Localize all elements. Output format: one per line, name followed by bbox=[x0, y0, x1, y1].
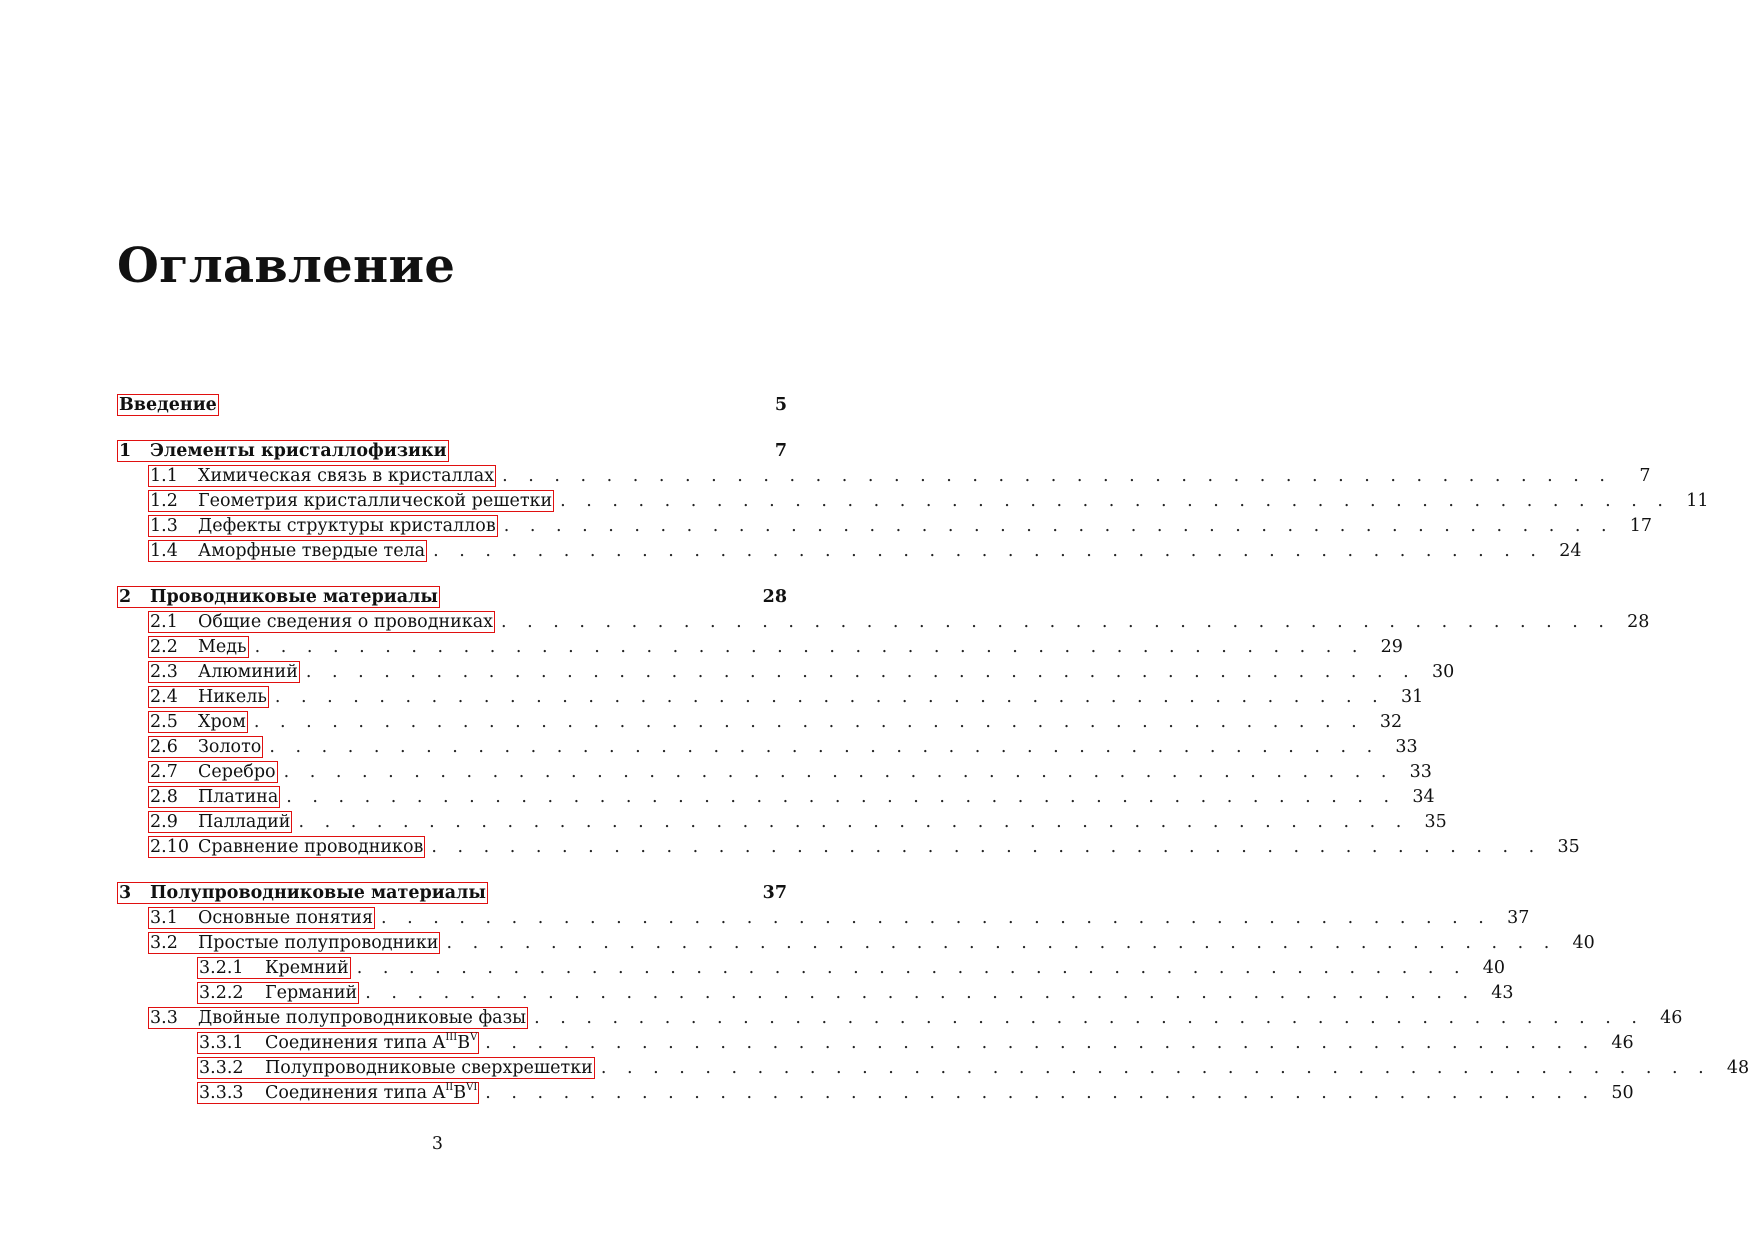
toc-entry-title: Двойные полупроводниковые фазы bbox=[198, 1008, 527, 1028]
toc-entry-page: 30 bbox=[1431, 662, 1455, 682]
toc-entry-section-3-3 bbox=[117, 1006, 1683, 1031]
toc-entry-title: Золото bbox=[198, 737, 262, 757]
toc-entry-section-3-2 bbox=[117, 931, 1595, 956]
toc-link-section-1-3[interactable] bbox=[148, 515, 498, 537]
toc-entry-number: 2.3 bbox=[150, 662, 178, 682]
toc-entry-page: 32 bbox=[1379, 712, 1403, 732]
dot-leader: . . . . . . . . . . . . . . . . . . . . . . . . . . . . . . . . . . . . . . . . . . . bbox=[485, 1033, 1596, 1053]
dot-leader: . . . . . . . . . . . . . . . . . . . . . . . . . . . . . . . . . . . . . . . . . . . bbox=[298, 812, 1409, 832]
toc-entry-page: 48 bbox=[1726, 1058, 1749, 1078]
toc-entry-number: 2.2 bbox=[150, 637, 178, 657]
toc-link-section-1-1[interactable] bbox=[148, 465, 496, 487]
toc-entry-introduction bbox=[117, 393, 787, 418]
toc-entry-page: 7 bbox=[1639, 466, 1651, 486]
toc-entry-number: 3 bbox=[119, 883, 132, 903]
toc-entry-subsection-3-3-3 bbox=[117, 1081, 1634, 1106]
toc-entry-title: Введение bbox=[119, 395, 217, 415]
toc-entry-number: 3.3.1 bbox=[199, 1033, 244, 1053]
toc-entry-title: Алюминий bbox=[198, 662, 298, 682]
superscript: VI bbox=[466, 1082, 478, 1094]
toc-entry-subsection-3-3-2 bbox=[117, 1056, 1749, 1081]
dot-leader: . . . . . . . . . . . . . . . . . . . . . . . . . . . . . . . . . . . . . . . . . . . bbox=[286, 787, 1397, 807]
toc-entry-page: 28 bbox=[1627, 612, 1650, 632]
toc-entry-page: 28 bbox=[762, 587, 787, 607]
toc-entry-section-2-10 bbox=[117, 835, 1580, 860]
toc-entry-page: 50 bbox=[1611, 1083, 1634, 1103]
superscript: II bbox=[445, 1082, 454, 1094]
toc-entry-page: 37 bbox=[762, 883, 787, 903]
toc-entry-page: 33 bbox=[1409, 762, 1432, 782]
toc-entry-number: 2 bbox=[119, 587, 132, 607]
toc-link-section-2-8[interactable] bbox=[148, 786, 280, 808]
dot-leader: . . . . . . . . . . . . . . . . . . . . . . . . . . . . . . . . . . . . . . . . . . . bbox=[365, 983, 1476, 1003]
toc-link-subsection-3-3-2[interactable] bbox=[197, 1057, 595, 1079]
toc-entry-title: Германий bbox=[265, 983, 358, 1003]
toc-entry-number: 3.3 bbox=[150, 1008, 178, 1028]
toc-entry-section-1-1 bbox=[117, 464, 1651, 489]
toc-entry-title-letter: B bbox=[453, 1083, 467, 1103]
toc-entry-title-text: Соединения типа A bbox=[265, 1033, 446, 1053]
toc-entry-page: 24 bbox=[1559, 541, 1582, 561]
toc-link-section-2-7[interactable] bbox=[148, 761, 278, 783]
toc-entry-title: Серебро bbox=[198, 762, 276, 782]
toc-entry-title: Полупроводниковые материалы bbox=[150, 883, 486, 903]
toc-entry-section-2-7 bbox=[117, 760, 1432, 785]
toc-entry-title: Элементы кристаллофизики bbox=[150, 441, 447, 461]
superscript: III bbox=[445, 1032, 458, 1044]
dot-leader: . . . . . . . . . . . . . . . . . . . . . . . . . . . . . . . . . . . . . . . . . . . bbox=[502, 466, 1613, 486]
toc-entry-title bbox=[265, 1083, 477, 1103]
toc-entry-section-2-3 bbox=[117, 660, 1455, 685]
toc-entry-page: 37 bbox=[1507, 908, 1530, 928]
toc-entry-title: Хром bbox=[198, 712, 246, 732]
toc-entry-chapter-1 bbox=[117, 439, 787, 464]
dot-leader: . . . . . . . . . . . . . . . . . . . . . . . . . . . . . . . . . . . . . . . . . . . bbox=[254, 637, 1365, 657]
toc-entry-title: Геометрия кристаллической решетки bbox=[198, 491, 553, 511]
toc-entry-title: Аморфные твердые тела bbox=[198, 541, 426, 561]
toc-entry-number: 3.1 bbox=[150, 908, 178, 928]
toc-entry-page: 29 bbox=[1380, 637, 1403, 657]
toc-entry-section-1-3 bbox=[117, 514, 1653, 539]
toc-entry-title: Дефекты структуры кристаллов bbox=[198, 516, 496, 536]
dot-leader: . . . . . . . . . . . . . . . . . . . . . . . . . . . . . . . . . . . . . . . . . . . bbox=[305, 662, 1417, 682]
toc-link-subsection-3-2-2[interactable] bbox=[197, 982, 359, 1004]
dot-leader: . . . . . . . . . . . . . . . . . . . . . . . . . . . . . . . . . . . . . . . . . . . bbox=[283, 762, 1394, 782]
dot-leader: . . . . . . . . . . . . . . . . . . . . . . . . . . . . . . . . . . . . . . . . . . . bbox=[356, 958, 1468, 978]
toc-link-section-2-3[interactable] bbox=[148, 661, 300, 683]
toc-entry-number: 3.3.3 bbox=[199, 1083, 244, 1103]
toc-link-section-2-4[interactable] bbox=[148, 686, 269, 708]
toc-entry-section-2-5 bbox=[117, 710, 1403, 735]
toc-link-section-1-4[interactable] bbox=[148, 540, 427, 562]
toc-entry-section-1-2 bbox=[117, 489, 1709, 514]
toc-entry-number: 3.2.2 bbox=[199, 983, 244, 1003]
dot-leader: . . . . . . . . . . . . . . . . . . . . . . . . . . . . . . . . . . . . . . . . . . . bbox=[446, 933, 1557, 953]
toc-link-section-2-6[interactable] bbox=[148, 736, 263, 758]
toc-entry-page: 46 bbox=[1611, 1033, 1634, 1053]
dot-leader: . . . . . . . . . . . . . . . . . . . . . . . . . . . . . . . . . . . . . . . . . . . bbox=[253, 712, 1365, 732]
dot-leader: . . . . . . . . . . . . . . . . . . . . . . . . . . . . . . . . . . . . . . . . . . . bbox=[560, 491, 1671, 511]
toc-entry-title: Медь bbox=[198, 637, 247, 657]
toc-entry-title: Полупроводниковые сверхрешетки bbox=[265, 1058, 593, 1078]
dot-leader: . . . . . . . . . . . . . . . . . . . . . . . . . . . . . . . . . . . . . . . . . . . bbox=[503, 516, 1615, 536]
superscript: V bbox=[470, 1032, 478, 1044]
toc-entry-number: 3.2 bbox=[150, 933, 178, 953]
toc-entry-section-2-9 bbox=[117, 810, 1447, 835]
toc-entry-number: 1.2 bbox=[150, 491, 178, 511]
toc-link-subsection-3-3-1[interactable] bbox=[197, 1032, 479, 1054]
toc-entry-title: Основные понятия bbox=[198, 908, 373, 928]
toc-link-section-2-10[interactable] bbox=[148, 836, 425, 858]
toc-link-section-3-2[interactable] bbox=[148, 932, 440, 954]
toc-entry-number: 2.6 bbox=[150, 737, 178, 757]
dot-leader: . . . . . . . . . . . . . . . . . . . . . . . . . . . . . . . . . . . . . . . . . . . bbox=[274, 687, 1386, 707]
toc-entry-title: Сравнение проводников bbox=[198, 837, 424, 857]
toc-entry-number: 2.10 bbox=[150, 837, 189, 857]
toc-entry-subsection-3-2-1 bbox=[117, 956, 1506, 981]
toc-entry-title: Общие сведения о проводниках bbox=[198, 612, 494, 632]
toc-link-subsection-3-3-3[interactable] bbox=[197, 1082, 479, 1104]
dot-leader: . . . . . . . . . . . . . . . . . . . . . . . . . . . . . . . . . . . . . . . . . . . bbox=[381, 908, 1492, 928]
toc-link-chapter-2[interactable] bbox=[117, 586, 440, 608]
toc-entry-section-1-4 bbox=[117, 539, 1582, 564]
toc-link-introduction[interactable] bbox=[117, 394, 219, 416]
toc-entry-section-2-6 bbox=[117, 735, 1418, 760]
toc-entry-number: 1.1 bbox=[150, 466, 178, 486]
toc-entry-number: 2.4 bbox=[150, 687, 178, 707]
toc-entry-section-2-1 bbox=[117, 610, 1650, 635]
toc-link-chapter-3[interactable] bbox=[117, 882, 488, 904]
toc-link-section-2-2[interactable] bbox=[148, 636, 249, 658]
toc-entry-title: Проводниковые материалы bbox=[150, 587, 438, 607]
toc-entry-title-text: Соединения типа A bbox=[265, 1083, 446, 1103]
table-of-contents bbox=[117, 393, 1749, 1106]
toc-entry-page: 40 bbox=[1572, 933, 1595, 953]
toc-entry-section-2-2 bbox=[117, 635, 1403, 660]
toc-link-section-2-9[interactable] bbox=[148, 811, 292, 833]
toc-entry-page: 43 bbox=[1491, 983, 1514, 1003]
toc-entry-page: 46 bbox=[1660, 1008, 1683, 1028]
toc-entry-page: 17 bbox=[1629, 516, 1653, 536]
toc-link-section-3-3[interactable] bbox=[148, 1007, 528, 1029]
toc-link-section-1-2[interactable] bbox=[148, 490, 554, 512]
toc-entry-title: Платина bbox=[198, 787, 279, 807]
toc-entry-chapter-2 bbox=[117, 585, 787, 610]
toc-entry-title: Химическая связь в кристаллах bbox=[198, 466, 495, 486]
toc-link-section-3-1[interactable] bbox=[148, 907, 375, 929]
dot-leader: . . . . . . . . . . . . . . . . . . . . . . . . . . . . . . . . . . . . . . . . . . . bbox=[485, 1083, 1596, 1103]
toc-entry-page: 7 bbox=[774, 441, 787, 461]
toc-entry-title: Никель bbox=[198, 687, 267, 707]
toc-entry-title: Палладий bbox=[198, 812, 291, 832]
dot-leader: . . . . . . . . . . . . . . . . . . . . . . . . . . . . . . . . . . . . . . . . . . . bbox=[534, 1008, 1645, 1028]
toc-entry-page: 40 bbox=[1482, 958, 1506, 978]
toc-link-subsection-3-2-1[interactable] bbox=[197, 957, 351, 979]
toc-entry-number: 2.1 bbox=[150, 612, 178, 632]
toc-entry-section-3-1 bbox=[117, 906, 1530, 931]
dot-leader: . . . . . . . . . . . . . . . . . . . . . . . . . . . . . . . . . . . . . . . . . . . bbox=[433, 541, 1544, 561]
toc-link-section-2-5[interactable] bbox=[148, 711, 248, 733]
toc-entry-number: 2.7 bbox=[150, 762, 178, 782]
dot-leader: . . . . . . . . . . . . . . . . . . . . . . . . . . . . . . . . . . . . . . . . . . . bbox=[269, 737, 1380, 757]
toc-entry-page: 35 bbox=[1424, 812, 1447, 832]
toc-entry-title: Кремний bbox=[265, 958, 349, 978]
toc-entry-page: 11 bbox=[1686, 491, 1709, 511]
toc-entry-section-2-8 bbox=[117, 785, 1435, 810]
toc-entry-number: 1.4 bbox=[150, 541, 178, 561]
toc-entry-number: 1 bbox=[119, 441, 132, 461]
toc-entry-title-letter: B bbox=[457, 1033, 471, 1053]
toc-entry-page: 5 bbox=[774, 395, 787, 415]
toc-entry-title bbox=[265, 1033, 477, 1053]
dot-leader: . . . . . . . . . . . . . . . . . . . . . . . . . . . . . . . . . . . . . . . . . . . bbox=[600, 1058, 1712, 1078]
toc-entry-page: 35 bbox=[1557, 837, 1580, 857]
toc-entry-number: 2.9 bbox=[150, 812, 178, 832]
toc-entry-number: 1.3 bbox=[150, 516, 178, 536]
toc-entry-chapter-3 bbox=[117, 881, 787, 906]
toc-entry-section-2-4 bbox=[117, 685, 1424, 710]
toc-entry-title: Простые полупроводники bbox=[198, 933, 439, 953]
toc-entry-page: 31 bbox=[1400, 687, 1424, 707]
toc-link-chapter-1[interactable] bbox=[117, 440, 449, 462]
dot-leader: . . . . . . . . . . . . . . . . . . . . . . . . . . . . . . . . . . . . . . . . . . . bbox=[501, 612, 1612, 632]
toc-entry-number: 2.8 bbox=[150, 787, 178, 807]
toc-entry-page: 34 bbox=[1412, 787, 1435, 807]
page-number: 3 bbox=[431, 1134, 444, 1154]
page-title: Оглавление bbox=[117, 238, 456, 294]
toc-entry-subsection-3-2-2 bbox=[117, 981, 1514, 1006]
toc-entry-number: 3.2.1 bbox=[199, 958, 244, 978]
dot-leader: . . . . . . . . . . . . . . . . . . . . . . . . . . . . . . . . . . . . . . . . . . . bbox=[431, 837, 1542, 857]
toc-link-section-2-1[interactable] bbox=[148, 611, 495, 633]
toc-entry-subsection-3-3-1 bbox=[117, 1031, 1634, 1056]
toc-entry-page: 33 bbox=[1395, 737, 1418, 757]
toc-entry-number: 2.5 bbox=[150, 712, 178, 732]
toc-entry-number: 3.3.2 bbox=[199, 1058, 244, 1078]
